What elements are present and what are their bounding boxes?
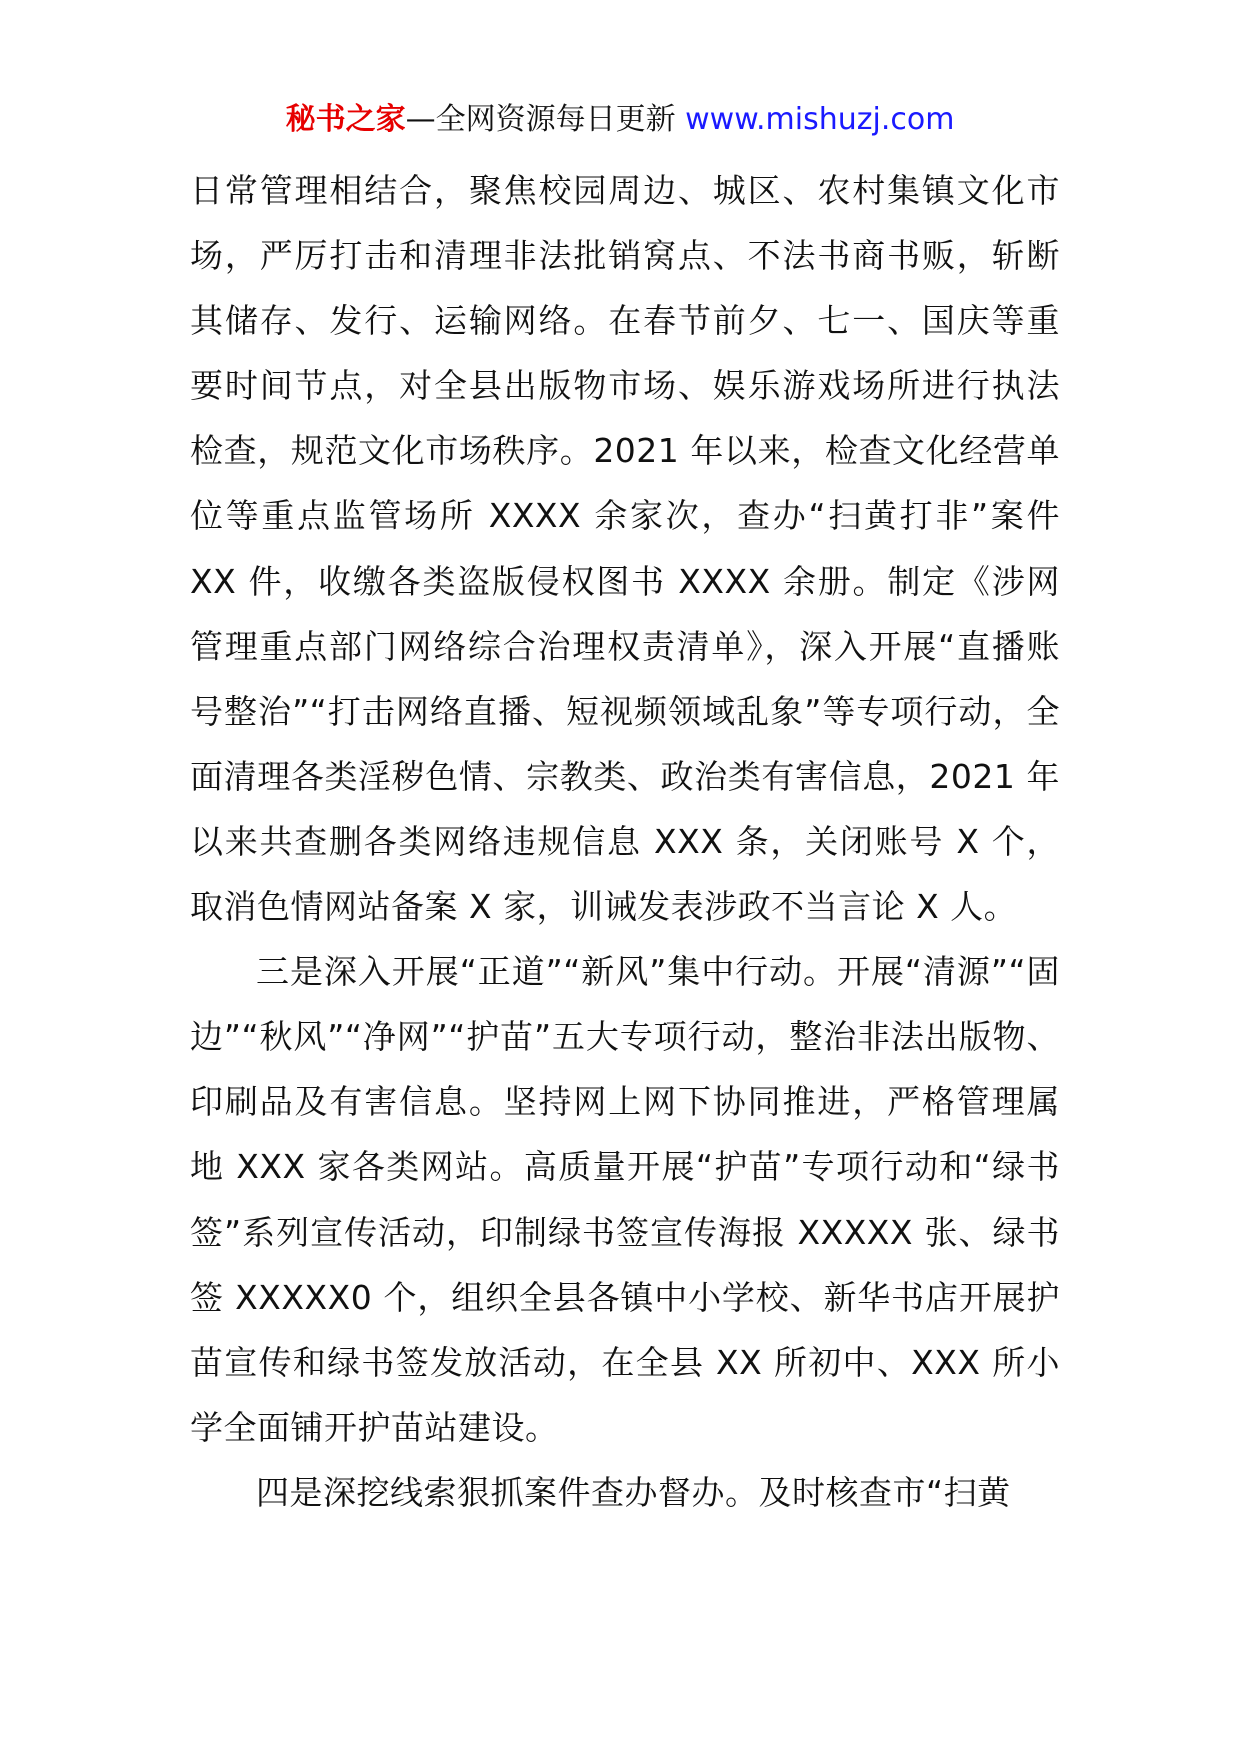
document-body (190, 158, 1060, 1525)
paragraph-three: 三是深入开展“正道”“新风”集中行动。开展“清源”“固边”“秋风”“净网”“护苗”五大专项行动，整治非法出版物、印刷品及有害信息。坚持网上网下协同推进，严格管理属地 XXX 家各类网站。高质量开展“护苗”专项行动和“绿书签”系列宣传活动，印制绿书签宣传海报 XXXXX 张、绿书签 XXXXX0 个，组织全县各镇中小学校、新华书店开展护苗宣传和绿书签发放活动，在全县 XX 所初中、XXX 所小学全面铺开护苗站建设。 (190, 952, 1060, 1447)
brand-name: 秘书之家 (285, 102, 406, 137)
paragraph-four: 四是深挖线索狠抓案件查办督办。及时核查市“扫黄 (256, 1472, 1011, 1512)
paragraph-continued: 日常管理相结合，聚焦校园周边、城区、农村集镇文化市场，严厉打击和清理非法批销窝点、不法书商书贩，斩断其储存、发行、运输网络。在春节前夕、七一、国庆等重要时间节点，对全县出版物市场、娱乐游戏场所进行执法检查，规范文化市场秩序。2021 年以来，检查文化经营单位等重点监管场所 XXXX 余家次，查办“扫黄打非”案件 XX 件，收缴各类盗版侵权图书 XXXX 余册。制定《涉网管理重点部门网络综合治理权责清单》，深入开展“直播账号整治”“打击网络直播、短视频领域乱象”等专项行动，全面清理各类淫秽色情、宗教类、政治类有害信息，2021 年以来共查删各类网络违规信息 XXX 条，关闭账号 X 个，取消色情网站备案 X 家，训诫发表涉政不当言论 X 人。 (190, 171, 1060, 927)
header-tagline: —全网资源每日更新 (405, 102, 676, 137)
page-header (0, 100, 1240, 140)
header-url-link[interactable]: www.mishuzj.com (685, 102, 955, 137)
